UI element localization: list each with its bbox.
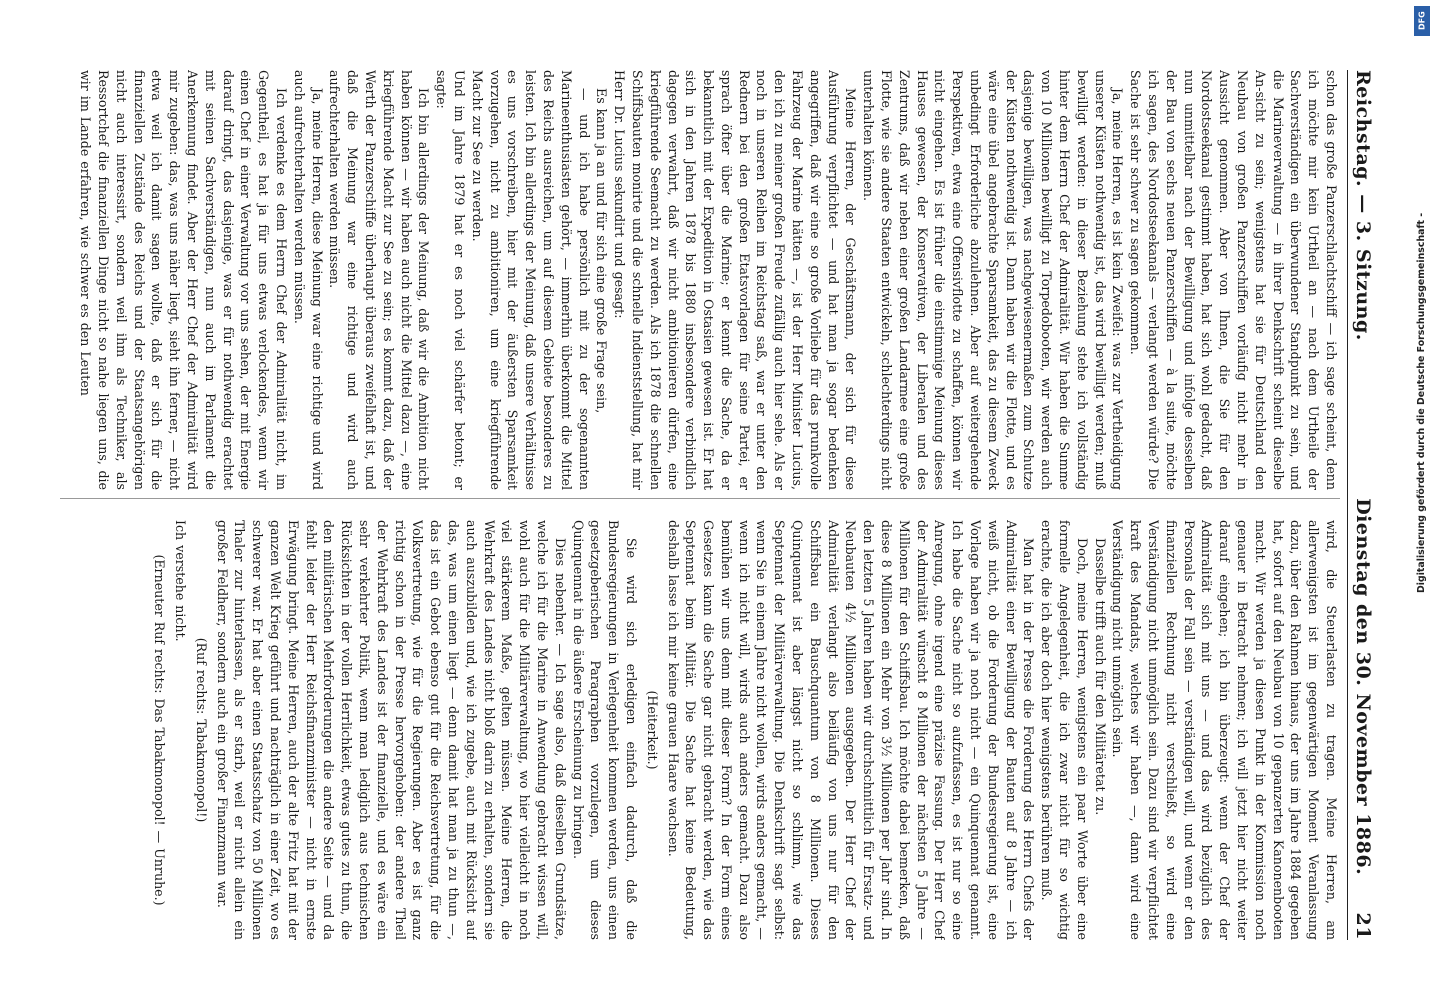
page-header: [1352, 70, 1378, 940]
header-rule: [1347, 70, 1348, 940]
header-date: Dienstag den 30. November 1886.: [1352, 498, 1374, 876]
text-column-right: [60, 520, 1340, 940]
interjection: (Ruf rechts: Tabakmonopol!): [193, 637, 209, 823]
digitization-credit: [1412, 8, 1430, 593]
interjection: (Erneuter Ruf rechts: Das Tabakmonopol! — Unruhe.): [152, 554, 168, 906]
quote-paragraph: Ich bin allerdings der Meinung, daß wir die Ambition nicht haben können — wir haben auch nicht die Mittel dazu —, eine kriegführende Macht zur See zu sein; es kommt dazu, daß der Werth der Panzerschiffe überhaupt überaus zweifelhaft ist, und daß die Meinung war eine richtige und wird auch aufrechterhalten werden müssen.: [327, 70, 432, 490]
paragraph: Doch, meine Herren, wenigstens ein paar Worte über eine formelle Angelegenheit, die ich zwar nicht für so wichtig erachte, die ich aber doch hier wenigstens berühren muß.: [1039, 520, 1090, 940]
paragraph: Man hat in der Presse die Forderung des Herrn Chefs der Admiralität einer Bewilligung der Bauten auf 8 Jahre — ich weiß nicht, ob die Forderung der Bundesregierung ist, eine Vorlage haben wir ja noch nicht — ein Quinquennat genannt. Ich habe die Sache nicht so aufzufassen, es ist nur so eine Anregung, ohne irgend eine präzise Fassung. Der Herr Chef der Admiralität wünscht 8 Millionen der nächsten 5 Jahre — Millionen für den Schiffsbau. Ich möchte dabei bemerken, daß diese 8 Millionen ein Mehr von 3½ Millionen per Jahr sind. In den letzten 5 Jahren haben wir durchschnittlich für Ersatz- und Neubauten 4½ Millionen ausgegeben. Der Herr Chef der Admiralität verlangt also beiläufig von uns nur für den Schiffsbau ein Bauschquantum von 8 Millionen. Dieses Quinquennat ist aber längst nicht so schlimm, wie das Septennat der Militärverwaltung. Die Denkschrift sagt selbst: wenn Sie in einem Jahre nicht wollen, wirds anders gemacht, — wenn ich nicht will, wirds auch anders gemacht. Dazu also bemühen wir uns denn mit dieser Form? In der Form eines Gesetzes kann die Sache gar nicht gebracht werden, wie das Septennat beim Militär. Die Sache hat keine Bedeutung, deshalb lasse ich mir keine grauen Haare wachsen.: [665, 520, 1037, 940]
paragraph: Dies nebenher. — Ich sage also, daß dieselben Grundsätze, welche ich für die Marine in Anwendung gebracht wissen will, wohl auch für die Militärverwaltung, wo hier vielleicht in noch viel stärkerem Maße, gelten müssen. Meine Herren, die Wehrkraft des Landes nicht bloß darin zu erhalten, sondern sie auch auszubilden und, wie ich zugebe, auch mit Rücksicht auf das, was um einen liegt — denn damit hat man ja zu thun —, das ist ein Gebot ebenso gut für die Reichsvertretung, für die Volksvertretung, wie für die Regierungen. Aber es ist ganz richtig schon in der Presse hervorgehoben: der andere Theil der Wehrkraft des Landes ist der finanzielle, und es wäre ein sehr verkehrter Politik, wenn man lediglich aus technischen Rücksichten in der vollen Herrlichkeit, etwas gutes zu thun, die den militärischen Mehrforderungen die andere Seite — und da fehlt leider der Herr Reichsfinanzminister — nicht in ernste Erwägung bringt. Meine Herren, auch der alte Fritz hat mit der ganzen Welt Krieg geführt und nachträglich in einer Zeit, wo es schwerer war. Er hat aber einen Staatsschatz von 50 Millionen Thaler zur hinterlassen, als er starb, weil er nicht allein ein großer Feldherr, sondern auch ein großer Finanzmann war.: [214, 520, 568, 940]
paragraph: Ja, meine Herren, es ist kein Zweifel: was zur Vertheidigung unserer Küsten nothwendig ist, das wird bewilligt werden; muß bewilligt werden: in dieser Beziehung stehe ich vollständig hinter dem Herrn Chef der Admiralität. Wir haben die Summe von 10 Millionen bewilligt zu Torpedobooten, wir werden auch dasjenige bewilligen, was nachgewiesenermaßen zum Schutze der Küsten nothwendig ist. Dann haben wir die Flotte, und es wäre eine übel angebrachte Sparsamkeit, das zu diesem Zweck unbedingt Erforderliche abzulehnen. Aber auf weitergehende Perspektiven, etwa eine Offensivflotte zu schaffen, können wir nicht eingehen. Es ist früher die einstimmige Meinung dieses Hauses gewesen, der Konservativen, der Liberalen und des Zentrums, daß wir neben einer großen Landarmee eine große Flotte, wie sie andere Staaten entwickeln, schlechterdings nicht unterhalten können.: [861, 70, 1126, 490]
text-column-left: [60, 70, 1340, 490]
paragraph: Ich verstehe nicht.: [173, 520, 188, 642]
paragraph: Ich verdenke es dem Herrn Chef der Admiralität nicht, im Gegentheil, es hat ja für uns etwas verlockendes, wenn wir einen Chef in einer Verwaltung vor uns sehen, der mit Energie darauf dringt, das dasjenige, was er für nothwendig erachtet mit seinen Sachverständigen, nun auch im Parlament die Anerkennung findet. Aber der Herr Chef der Admiralität wird mir zugeben: das, was uns näher liegt, sieht ihn ferner, — nicht etwa weil ich damit sagen wollte, daß er sich für die finanziellen Zustände des Reichs und der Staatsangehörigen nicht auch interessirt, sondern weil ihm als Techniker, als Ressortchef die finanziellen Dinge nicht so nahe liegen uns, die wir im Lande erfahren, wie schwer es den Leuten: [78, 70, 289, 490]
quote-paragraph: Es kann ja an und für sich eine große Frage sein,: [594, 88, 610, 414]
header-session: Reichstag. — 3. Sitzung.: [1352, 70, 1374, 341]
interjection: (Heiterkeit.): [644, 690, 660, 770]
paragraph: Dasselbe trifft auch für den Militäretat zu.: [1092, 538, 1108, 816]
dfg-logo: DFG: [1414, 6, 1430, 36]
column-divider: [60, 498, 1340, 499]
paragraph: schon das große Panzerschlachtschiff — ich sage scheint, denn ich möchte mir kein Urtheil an — nach dem Urtheile der Sachverständigen ein überwundener Standpunkt zu sein, und die Marineverwaltung — in ihrer Denkschrift scheint dieselbe An-sicht zu sein; wenigstens hat sie für Deutschland den Neubau von großen Panzerschiffen vorläufig nicht mehr in Aussicht genommen. Aber von Ihnen, die Sie für den Nordostseekanal gestimmt haben, hat sich wohl gedacht, daß nun unmittelbar nach der Bewilligung und infolge desselben der Bau von sechs neuen Panzerschiffen — à la suite, möchte ich sagen, des Nordostseekanals — verlangt werden würde? Die Sache ist sehr schwer zu sagen gekommen.: [1128, 70, 1339, 490]
paragraph: wird, die Steuerlasten zu tragen. Meine Herren, am allerwenigsten ist im gegenwärtigen Moment Veranlassung dazu, über den Rahmen hinaus, der uns im Jahre 1884 gegeben hat, sofort auf den Neubau von 10 gepanzerten Kanonenbooten macht. Wir werden ja diesen Punkt in der Kommission noch genauer in Betracht nehmen; ich will jetzt hier nicht weiter darauf eingehen; ich bin überzeugt: wenn der Chef der Admiralität sich mit uns — und das wird bezüglich des Personals der Fall sein — verständigen will, und wenn er den finanziellen Rechnung nicht verschließt, so wird eine Verständigung nicht unmöglich sein. Dazu sind wir verpflichtet kraft des Mandats, welches wir haben —, dann wird eine Verständigung nicht unmöglich sein.: [1110, 520, 1339, 940]
paragraph: Meine Herren, der Geschäftsmann, der sich für diese Ausführung verpflichtet — und hat man ja sogar bedenken angegriffen, daß wir eine so große Vorliebe für das prunkvolle Fahrzeug der Marine hätten —, ist der Herr Minister Lucius, den ich zu meiner großen Freude zufällig auch hier sehe. Als er noch in unseren Reihen im Reichstag saß, war er unter den Rednern bei den großen Etatsvorlagen für seine Partei, er sprach öfter über die Marine; er kennt die Sache, da er bekanntlich mit der Expedition in Ostasien gewesen ist. Er hat sich in den Jahren 1878 bis 1880 insbesondere verbindlich dagegen verwahrt, daß wir nicht ambitionieren dürfen, eine kriegführende Seemacht zu werden. Als ich 1878 die schnellen Schiffsbauten monirte und die schnelle Indienststellung, hat mir Herr Dr. Lucius sekundirt und gesagt:: [612, 70, 859, 490]
quote-paragraph: — und ich habe persönlich mit zu der sogenannten Marineenthusiasten gehört, — immerhin überkommt die Mittel des Reichs ausreichen, um auf diesem Gebiete besonderes zu leisten. Ich bin allerdings der Meinung, daß unsere Verhältnisse es uns vorschreiben, hier mit der äußersten Sparsamkeit vorzugehen, nicht zu ambitioniren, um eine kriegführende Macht zur See zu werden.: [469, 70, 592, 490]
digitization-credit-text: Digitalisierung gefördert durch die Deutsche Forschungsgemeinschaft -: [1415, 212, 1427, 593]
page-number: 21: [1352, 912, 1374, 940]
paragraph: Und im Jahre 1879 hat er es noch viel schärfer betont; er sagte:: [434, 70, 467, 490]
paragraph: Ja, meine Herren, diese Meinung war eine richtige und wird auch aufrechterhalten werden müssen.: [291, 70, 325, 490]
paragraph: Sie wird sich erledigen einfach dadurch, daß die Bundesregierungen in Verlegenheit kommen werden, uns einen gesetzgeberischen Paragraphen vorzulegen, um dieses Quinquennat in die äußere Erscheinung zu bringen.: [570, 520, 639, 940]
